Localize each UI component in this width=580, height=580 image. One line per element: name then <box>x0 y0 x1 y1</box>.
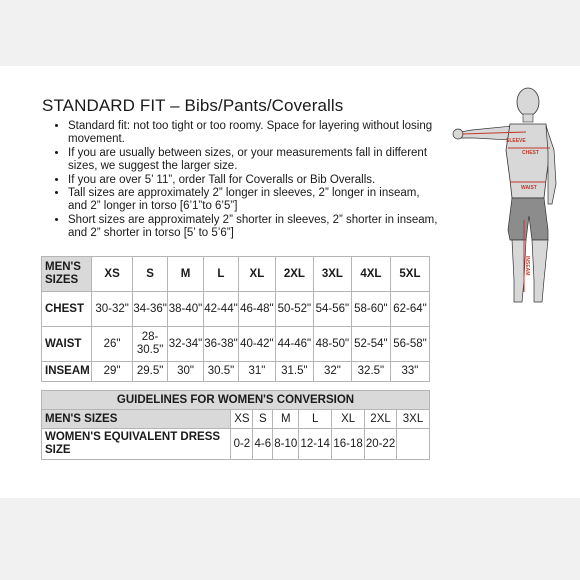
table-cell: 54-56" <box>313 292 351 327</box>
table-cell: S <box>253 410 273 429</box>
size-header: 3XL <box>313 257 351 292</box>
inseam-label: INSEAM <box>524 256 530 276</box>
size-chart-table <box>41 256 430 382</box>
row-label: WOMEN'S EQUIVALENT DRESS SIZE <box>42 429 231 460</box>
table-cell: 29" <box>92 362 133 382</box>
row-label: WAIST <box>42 327 92 362</box>
table-cell: 31" <box>238 362 275 382</box>
table-cell: 48-50" <box>313 327 351 362</box>
table-cell: 2XL <box>365 410 397 429</box>
mens-sizes-row <box>42 410 430 429</box>
chest-label: CHEST <box>522 150 539 156</box>
table-cell: 50-52" <box>275 292 313 327</box>
table-cell: XS <box>231 410 253 429</box>
table-cell: 12-14 <box>299 429 332 460</box>
size-header: 2XL <box>275 257 313 292</box>
size-header: 5XL <box>390 257 429 292</box>
table-cell: 40-42" <box>238 327 275 362</box>
waist-row <box>42 327 430 362</box>
table-cell: 62-64" <box>390 292 429 327</box>
table-cell: XL <box>332 410 365 429</box>
table-cell: M <box>273 410 299 429</box>
size-header: XL <box>238 257 275 292</box>
table-cell: 46-48" <box>238 292 275 327</box>
chest-row <box>42 292 430 327</box>
table-cell: 30-32" <box>92 292 133 327</box>
table-cell: L <box>299 410 332 429</box>
womens-conversion-table <box>41 390 430 460</box>
table-cell: 36-38" <box>203 327 238 362</box>
table-cell: 52-54" <box>351 327 390 362</box>
fit-notes-list <box>54 120 438 241</box>
womens-sizes-row <box>42 429 430 460</box>
table-cell <box>397 429 430 460</box>
size-header: M <box>168 257 204 292</box>
page-title: STANDARD FIT – Bibs/Pants/Coveralls <box>42 96 344 115</box>
inseam-row <box>42 362 430 382</box>
neck-shape <box>523 114 533 122</box>
table-cell: 32-34" <box>168 327 204 362</box>
table-cell: 29.5" <box>133 362 168 382</box>
waist-label: WAIST <box>521 185 537 191</box>
sleeve-label: SLEEVE <box>506 138 526 144</box>
table-cell: 8-10 <box>273 429 299 460</box>
right-leg-shape <box>532 240 548 302</box>
size-header: S <box>133 257 168 292</box>
table-cell: 30" <box>168 362 204 382</box>
table-cell: 30.5" <box>203 362 238 382</box>
measurement-body-figure <box>452 80 572 310</box>
table-cell: 4-6 <box>253 429 273 460</box>
size-header: XS <box>92 257 133 292</box>
row-label: MEN'S SIZES <box>42 410 231 429</box>
fit-note: • If you are usually between sizes, or your measurements fall in different sizes, we suggest the larger size. <box>68 147 438 174</box>
table-cell: 26" <box>92 327 133 362</box>
row-label: INSEAM <box>42 362 92 382</box>
table-cell: 38-40" <box>168 292 204 327</box>
fist-shape <box>453 129 463 139</box>
head-shape <box>517 88 539 116</box>
table-cell: 34-36" <box>133 292 168 327</box>
table-cell: 28-30.5" <box>133 327 168 362</box>
table-cell: 20-22 <box>365 429 397 460</box>
table-cell: 3XL <box>397 410 430 429</box>
table-cell: 16-18 <box>332 429 365 460</box>
conversion-title: GUIDELINES FOR WOMEN'S CONVERSION <box>42 391 430 410</box>
table-cell: 0-2 <box>231 429 253 460</box>
table-cell: 56-58" <box>390 327 429 362</box>
row-label: CHEST <box>42 292 92 327</box>
fit-note: • Short sizes are approximately 2” shorter in sleeves, 2” shorter in inseam, and 2” shorter in torso [5’ to 5’6”] <box>68 214 438 241</box>
size-header: L <box>203 257 238 292</box>
fit-note: • Standard fit: not too tight or too roomy. Space for layering without losing movement. <box>68 120 438 147</box>
table-cell: 32" <box>313 362 351 382</box>
table-cell: 42-44" <box>203 292 238 327</box>
size-header-row <box>42 257 430 292</box>
table-cell: 44-46" <box>275 327 313 362</box>
mens-sizes-header: MEN'S SIZES <box>42 257 92 292</box>
table-cell: 31.5" <box>275 362 313 382</box>
table-cell: 33" <box>390 362 429 382</box>
size-header: 4XL <box>351 257 390 292</box>
table-cell: 32.5" <box>351 362 390 382</box>
fit-note: • If you are over 5’ 11”, order Tall for Coveralls or Bib Overalls. <box>68 174 438 187</box>
fit-note: • Tall sizes are approximately 2” longer in sleeves, 2” longer in inseam, and 2” longer in torso [6’1”to 6’5”] <box>68 187 438 214</box>
table-cell: 58-60" <box>351 292 390 327</box>
shorts-shape <box>508 198 548 240</box>
